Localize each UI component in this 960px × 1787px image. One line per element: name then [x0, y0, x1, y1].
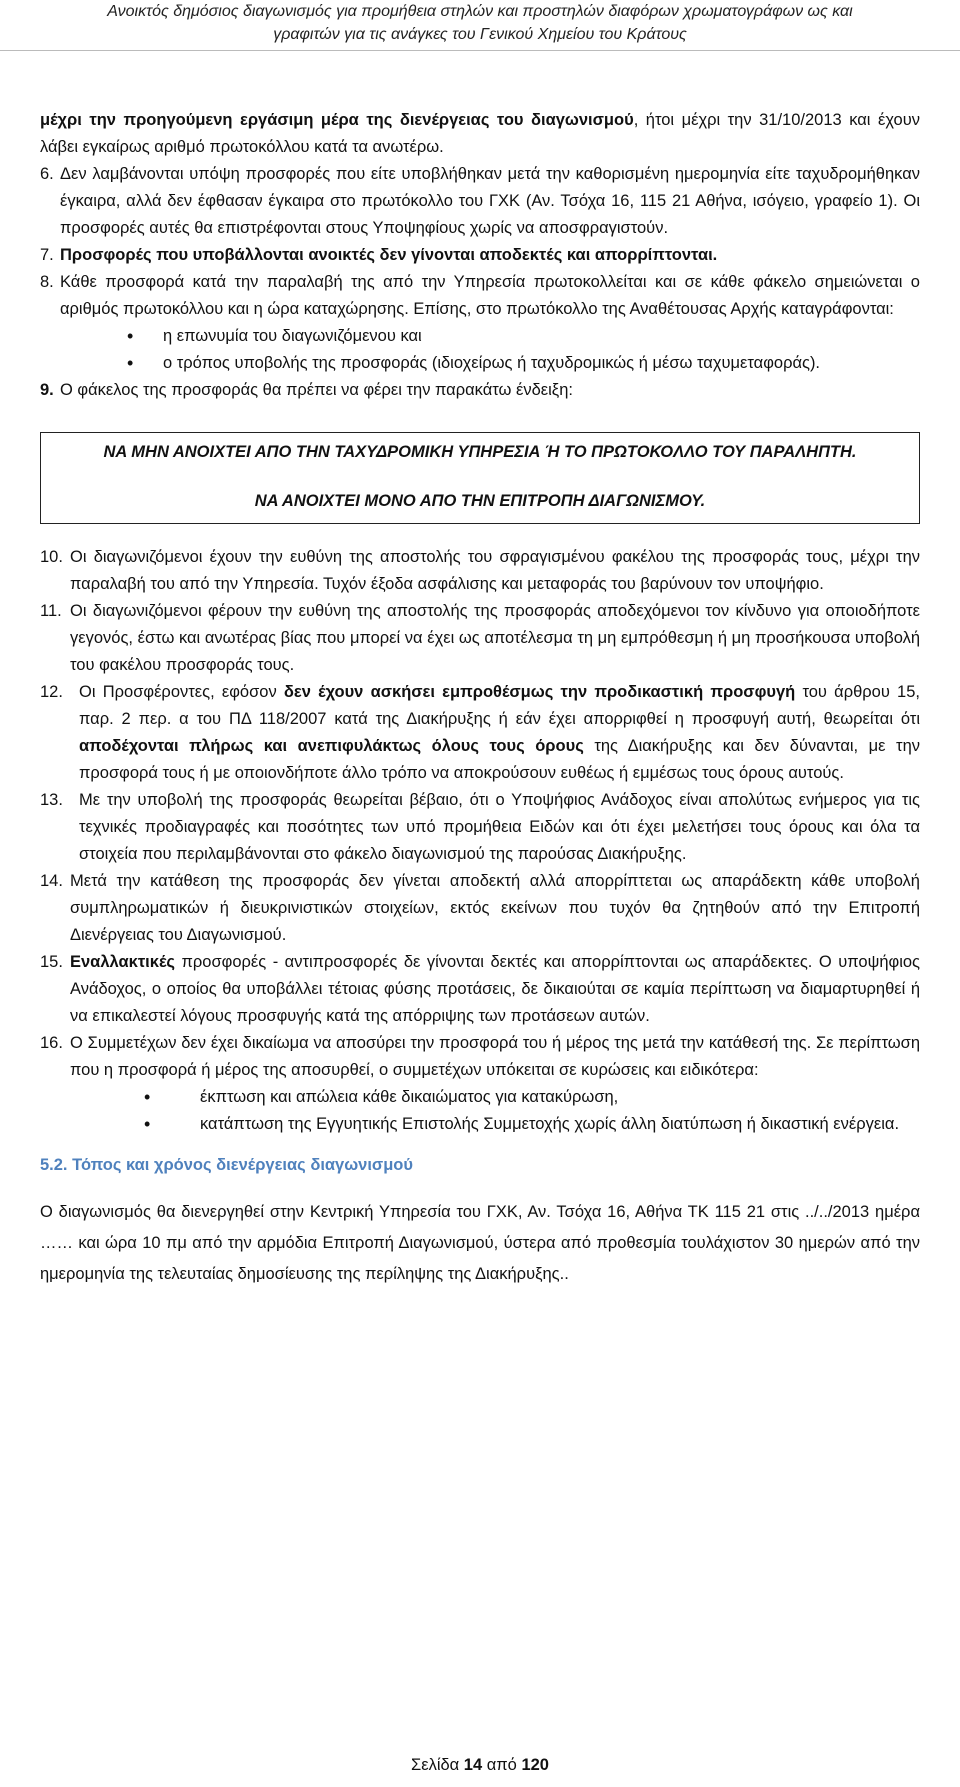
item-number: 14.: [40, 872, 63, 890]
item-number: 8.: [40, 273, 54, 291]
list-item-12: [40, 679, 920, 787]
item-text: του άρθρου 15, παρ. 2 περ. α του ΠΔ 118/2007 κατά της Διακήρυξης ή εάν έχει απορριφθεί η προσφυγή αυτή, θεωρείται ότι: [79, 683, 920, 728]
footer-prefix: Σελίδα: [411, 1756, 464, 1774]
item-number: 13.: [40, 791, 63, 809]
list-item-11: [40, 598, 920, 679]
list-item-7: [40, 242, 920, 269]
list-item-9: [40, 377, 920, 404]
item-text: Κάθε προσφορά κατά την παραλαβή της από την Υπηρεσία πρωτοκολλείται και σε κάθε φάκελο σημειώνεται ο αριθμός πρωτοκόλλου και η ώρα καταχώρησης. Επίσης, στο πρωτόκολλο της Αναθέτουσας Αρχής καταγράφονται:: [60, 273, 920, 318]
list-item-10: [40, 544, 920, 598]
item-text: προσφορές - αντιπροσφορές δε γίνονται δεκτές και απορρίπτονται ως απαράδεκτες. Ο υποψήφιος Ανάδοχος, ο οποίος θα υποβάλλει τέτοιας φύσης προτάσεις, δε δικαιούται σε καμία περίπτωση να διαμαρτυρηθεί ή να επικαλεστεί λόγους προσφυγής κατά της απόρριψης των προτάσεων αυτών.: [70, 953, 920, 1025]
page-total: 120: [521, 1756, 549, 1774]
item-text: Μετά την κατάθεση της προσφοράς δεν γίνεται αποδεκτή αλλά απορρίπτεται ως απαράδεκτη κάθε υποβολή συμπληρωματικών ή διευκρινιστικών στοιχείων, εκτός εκείνων που τυχόν θα ζητηθούν από την Επιτροπή Διενέργειας του Διαγωνισμού.: [70, 872, 920, 944]
list-item-6: [40, 161, 920, 242]
item-text: Ο φάκελος της προσφοράς θα πρέπει να φέρει την παρακάτω ένδειξη:: [60, 381, 573, 399]
item-text-bold: Εναλλακτικές: [70, 953, 175, 971]
item-text: Ο Συμμετέχων δεν έχει δικαίωμα να αποσύρει την προσφορά του ή μέρος της μετά την κατάθεσή της. Σε περίπτωση που η προσφορά ή μέρος της αποσυρθεί, ο συμμετέχων υπόκειται σε κυρώσεις και ειδικότερα:: [70, 1034, 920, 1079]
item-text: Προσφορές που υποβάλλονται ανοικτές δεν γίνονται αποδεκτές και απορρίπτονται.: [60, 246, 718, 264]
item-number: 16.: [40, 1034, 63, 1052]
envelope-notice-box: [40, 432, 920, 524]
notice-line-2: ΝΑ ΑΝΟΙΧΤΕΙ ΜΟΝΟ ΑΠΟ ΤΗΝ ΕΠΙΤΡΟΠΗ ΔΙΑΓΩΝΙΣΜΟΥ.: [254, 492, 706, 510]
item-number: 11.: [40, 602, 62, 620]
item-text-bold: αποδέχονται πλήρως και ανεπιφυλάκτως όλους τους όρους: [79, 737, 584, 755]
item-text: Με την υποβολή της προσφοράς θεωρείται βέβαιο, ότι ο Υποψήφιος Ανάδοχος είναι απολύτως ενήμερος για τις τεχνικές προδιαγραφές και ποσότητες των υπό προμήθεια Ειδών και ότι έχει μελετήσει τους όρους και όλα τα στοιχεία που περιλαμβάνονται στο φάκελο διαγωνισμού της παρούσας Διακήρυξης.: [79, 791, 920, 863]
page-header: [0, 0, 960, 51]
final-paragraph: Ο διαγωνισμός θα διενεργηθεί στην Κεντρική Υπηρεσία του ΓΧΚ, Αν. Τσόχα 16, Αθήνα ΤΚ 115 21 στις ../../2013 ημέρα …… και ώρα 10 πμ από την αρμόδια Επιτροπή Διαγωνισμού, ύστερα από προθεσμία τουλάχιστον 30 ημερών από την ημερομηνία της τελευταίας δημοσίευσης της περίληψης της Διακήρυξης..: [40, 1203, 920, 1283]
item-number: 7.: [40, 246, 54, 264]
list-item-15: [40, 949, 920, 1030]
list-item-16: [40, 1030, 920, 1084]
item-number: 10.: [40, 548, 63, 566]
intro-paragraph: [40, 107, 920, 161]
bullet-item: • έκπτωση και απώλεια κάθε δικαιώματος για κατακύρωση,: [200, 1084, 920, 1111]
header-line-2: γραφιτών για τις ανάγκες του Γενικού Χημείου του Κράτους: [273, 26, 687, 43]
intro-bold: μέχρι την προηγούμενη εργάσιμη μέρα της διενέργειας του διαγωνισμού: [40, 111, 634, 129]
footer-mid: από: [482, 1756, 522, 1774]
item-number: 9.: [40, 381, 54, 399]
item-number: 12.: [40, 683, 63, 701]
item-text: Οι Προσφέροντες, εφόσον: [79, 683, 284, 701]
intro-rest: , ήτοι μέχρι την 31/10/2013 και έχουν λάβει εγκαίρως αριθμό πρωτοκόλλου κατά τα ανωτέρω.: [40, 111, 920, 156]
item-16-bullets: [40, 1084, 920, 1138]
item-8-bullets: [40, 323, 920, 377]
item-number: 15.: [40, 953, 63, 971]
bullet-item: • ο τρόπος υποβολής της προσφοράς (ιδιοχείρως ή ταχυδρομικώς ή μέσω ταχυμεταφοράς).: [163, 350, 920, 377]
list-item-13: [40, 787, 920, 868]
item-text: Δεν λαμβάνονται υπόψη προσφορές που είτε υποβλήθηκαν μετά την καθορισμένη ημερομηνία είτε ταχυδρομήθηκαν έγκαιρα, αλλά δεν έφθασαν έγκαιρα στο πρωτόκολλο του ΓΧΚ (Αν. Τσόχα 16, 115 21 Αθήνα, ισόγειο, γραφείο 1). Οι προσφορές αυτές θα επιστρέφονται στους Υποψηφίους χωρίς να αποσφραγιστούν.: [60, 165, 920, 237]
notice-line-1: ΝΑ ΜΗΝ ΑΝΟΙΧΤΕΙ ΑΠΟ ΤΗΝ ΤΑΧΥΔΡΟΜΙΚΗ ΥΠΗΡΕΣΙΑ Ή ΤΟ ΠΡΩΤΟΚΟΛΛΟ ΤΟΥ ΠΑΡΑΛΗΠΤΗ.: [103, 443, 857, 461]
list-item-14: [40, 868, 920, 949]
page-content: [40, 51, 920, 1290]
item-text-bold: δεν έχουν ασκήσει εμπροθέσμως την προδικαστική προσφυγή: [283, 683, 796, 701]
item-text: Οι διαγωνιζόμενοι φέρουν την ευθύνη της αποστολής της προσφοράς αποδεχόμενοι τον κίνδυνο για οποιοδήποτε γεγονός, έστω και ανωτέρας βίας που μπορεί να έχει ως αποτέλεσμα τη μη εμπρόθεσμη ή μη προσήκουσα υποβολή του φακέλου προσφοράς τους.: [70, 602, 920, 674]
bullet-item: • η επωνυμία του διαγωνιζόμενου και: [163, 323, 920, 350]
page-footer: [0, 1752, 960, 1779]
bullet-item: • κατάπτωση της Εγγυητικής Επιστολής Συμμετοχής χωρίς άλλη διατύπωση ή δικαστική ενέργεια.: [200, 1111, 920, 1138]
item-number: 6.: [40, 165, 54, 183]
header-line-1: Ανοικτός δημόσιος διαγωνισμός για προμήθεια στηλών και προστηλών διαφόρων χρωματογράφων ως και: [107, 3, 853, 20]
list-item-8: [40, 269, 920, 323]
page-number: 14: [463, 1756, 483, 1774]
item-text: Οι διαγωνιζόμενοι έχουν την ευθύνη της αποστολής του σφραγισμένου φακέλου της προσφοράς τους, μέχρι την παραλαβή του από την Υπηρεσία. Τυχόν έξοδα ασφάλισης και μεταφοράς του βαρύνουν τον υποψήφιο.: [70, 548, 920, 593]
section-heading: 5.2. Τόπος και χρόνος διενέργειας διαγωνισμού: [40, 1156, 413, 1174]
item-text: της Διακήρυξης και δεν δύνανται, με την προσφορά τους ή με οποιονδήποτε άλλο τρόπο να αποκρούσουν ευθέως ή εμμέσως τους όρους αυτούς.: [79, 737, 921, 782]
